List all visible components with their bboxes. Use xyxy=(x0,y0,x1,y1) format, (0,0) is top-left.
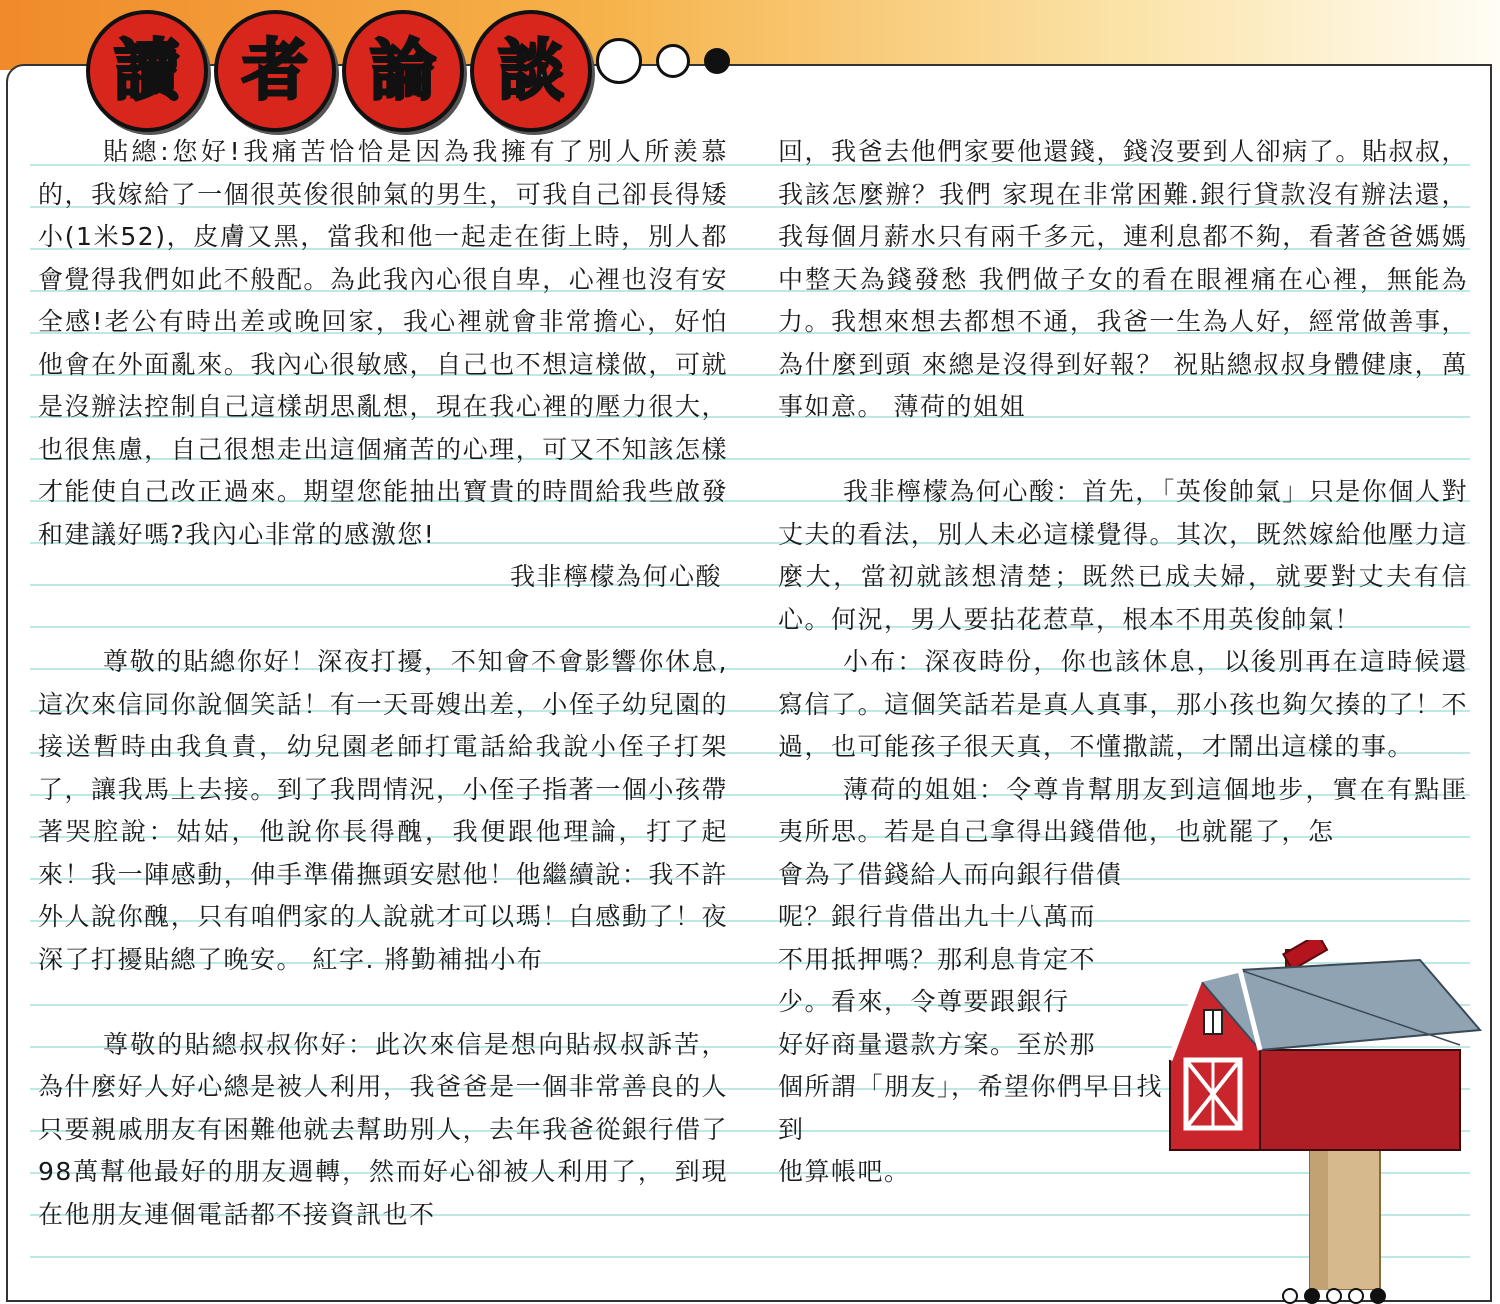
mailbox-illustration xyxy=(1160,940,1490,1290)
column-title xyxy=(86,10,592,128)
letter-text: 尊敬的貼總叔叔你好：此次來信是想向貼叔叔訴苦，為什麼好人好心總是被人利用，我爸爸是一個非常善良的人只要親戚朋友有困難他就去幫助別人，去年我爸從銀行借了98萬幫他最好的朋友週轉，然而好心卻被人利用了， 到現在他朋友連個電話都不接資訊也不 xyxy=(38,1029,728,1229)
reply-line: 少。看來，令尊要跟銀行 xyxy=(778,987,1070,1016)
circle-outline-icon xyxy=(1326,1288,1342,1304)
letter-text: 回，我爸去他們家要他還錢，錢沒要到人卻病了。貼叔叔，我該怎麼辦？我們 家現在非常困難.銀行貸款沒有辦法還，我每個月薪水只有兩千多元，連利息都不夠，看著爸爸媽媽中整天為錢發愁 我們做子女的看在眼裡痛在心裡，無能為力。我想來想去都想不通，我爸一生為人好，經常做善事，為什麼到頭 來總是沒得到好報？ 祝貼總叔叔身體健康，萬事如意。 薄荷的姐姐 xyxy=(778,137,1468,421)
letter-text: 尊敬的貼總你好！深夜打擾，不知會不會影響你休息,這次來信同你說個笑話！有一天哥嫂出差，小侄子幼兒園的接送暫時由我負責，幼兒園老師打電話給我說小侄子打架了，讓我馬上去接。到了我問情況，小侄子指著一個小孩帶著哭腔說：姑姑，他說你長得醜，我便跟他理論，打了起來！我一陣感動，伸手準備撫頭安慰他！他繼續說：我不許外人說你醜，只有咱們家的人說就才可以瑪！白感動了！夜深了打擾貼總了晚安。 紅字. 將勤補拙小布 xyxy=(38,647,728,974)
reply-text: 薄荷的姐姐：令尊肯幫朋友到這個地步，實在有點匪夷所思。若是自己拿得出錢借他，也就罷了，怎 xyxy=(778,774,1468,846)
decorative-dots xyxy=(596,38,730,84)
title-badge xyxy=(470,10,592,132)
circle-filled-icon xyxy=(1304,1288,1320,1304)
decorative-dots-bottom xyxy=(1282,1288,1386,1304)
title-badge xyxy=(86,10,208,132)
title-badge xyxy=(214,10,336,132)
left-column xyxy=(38,131,728,1236)
letter-text: 貼總:您好!我痛苦恰恰是因為我擁有了別人所羨慕的，我嫁給了一個很英俊很帥氣的男生，可我自己卻長得矮小(1米52)，皮膚又黑，當我和他一起走在街上時，別人都會覺得我們如此不般配。為此我內心很自卑，心裡也沒有安全感!老公有時出差或晚回家，我心裡就會非常擔心，好怕他會在外面亂來。我內心很敏感，自己也不想這樣做，可就是沒辦法控制自己這樣胡思亂想，現在我心裡的壓力很大，也很焦慮，自己很想走出這個痛苦的心理，可又不知該怎樣才能使自己改正過來。期望您能抽出寶貴的時間給我些啟發和建議好嗎?我內心非常的感激您! xyxy=(38,137,728,549)
circle-outline-icon xyxy=(1282,1288,1298,1304)
reply-text: 小布：深夜時份，你也該休息，以後別再在這時候還寫信了。這個笑話若是真人真事，那小孩也夠欠揍的了！不過，也可能孩子很天真，不懂撒謊，才鬧出這樣的事。 xyxy=(778,647,1468,761)
circle-filled-icon xyxy=(704,48,730,74)
circle-filled-icon xyxy=(1370,1288,1386,1304)
title-char: 者 xyxy=(242,32,308,109)
paragraph-gap xyxy=(38,599,728,642)
title-char: 讀 xyxy=(114,32,180,109)
title-char: 談 xyxy=(498,32,564,109)
reply-line: 會為了借錢給人而向銀行借債 xyxy=(778,859,1123,889)
circle-outline-icon xyxy=(1348,1288,1364,1304)
letter-signature: 我非檸檬為何心酸 xyxy=(509,562,722,591)
reply-text: 我非檸檬為何心酸：首先，「英俊帥氣」只是你個人對丈夫的看法，別人未必這樣覺得。其次，既然嫁給他壓力這麼大，當初就該想清楚；既然已成夫婦，就要對丈夫有信心。何況，男人要拈花惹草，根本不用英俊帥氣！ xyxy=(778,477,1468,634)
title-char: 論 xyxy=(370,32,436,109)
reply-line: 個所謂「朋友」，希望你們早日找到 xyxy=(778,1072,1164,1144)
reply-line: 好好商量還款方案。至於那 xyxy=(778,1029,1097,1059)
circle-outline-icon xyxy=(596,38,642,84)
reply-line: 不用抵押嗎？那利息肯定不 xyxy=(778,944,1097,974)
reply-line: 他算帳吧。 xyxy=(778,1157,911,1186)
reply-line: 呢？銀行肯借出九十八萬而 xyxy=(778,902,1097,931)
paragraph-gap xyxy=(778,429,1468,472)
title-badge xyxy=(342,10,464,132)
paragraph-gap xyxy=(38,981,728,1024)
circle-outline-icon xyxy=(656,44,690,78)
